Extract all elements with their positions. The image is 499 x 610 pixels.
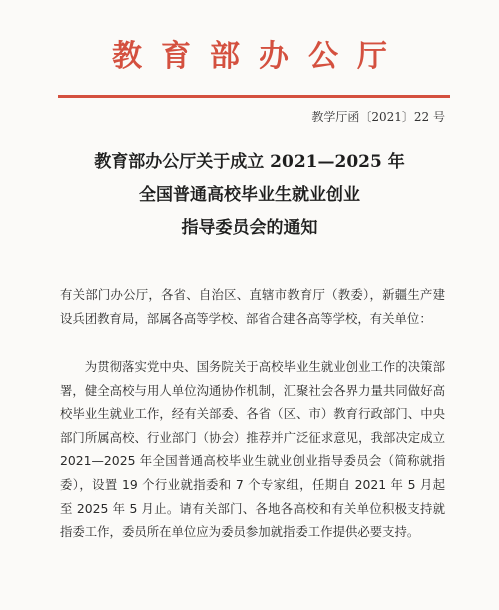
- notice-title-line-3: 指导委员会的通知: [181, 218, 318, 238]
- body-paragraph-block: [60, 355, 445, 544]
- salutation-block: [60, 283, 445, 330]
- salutation-text: 有关部门办公厅，各省、自治区、直辖市教育厅（教委），新疆生产建设兵团教育局，部属各高等学校、部省合建各高等学校，有关单位：: [60, 287, 445, 326]
- red-header-rule: [58, 95, 450, 98]
- document-number: 教学厅函〔2021〕22 号: [311, 110, 445, 124]
- issuing-office-title: 教育部办公厅: [112, 39, 406, 74]
- body-paragraph-1: 为贯彻落实党中央、国务院关于高校毕业生就业创业工作的决策部署，健全高校与用人单位沟通协作机制，汇聚社会各界力量共同做好高校毕业生就业工作，经有关部委、各省（区、市）教育行政部门、中央部门所属高校、行业部门（协会）推荐并广泛征求意见，我部决定成立 2021—2025 年全国普通高校毕业生就业创业指导委员会（简称就指委），设置 19 个行业就指委和 7 个专家组，任期自 2021 年 5 月起至 2025 年 5 月止。请有关部门、各地各高校和有关单位积极支持就指委工作，委员所在单位应为委员参加就指委工作提供必要支持。: [60, 359, 445, 540]
- notice-title: [0, 146, 499, 245]
- notice-title-line-1: 教育部办公厅关于成立 2021—2025 年: [94, 152, 405, 172]
- notice-title-line-2: 全国普通高校毕业生就业创业: [139, 185, 360, 205]
